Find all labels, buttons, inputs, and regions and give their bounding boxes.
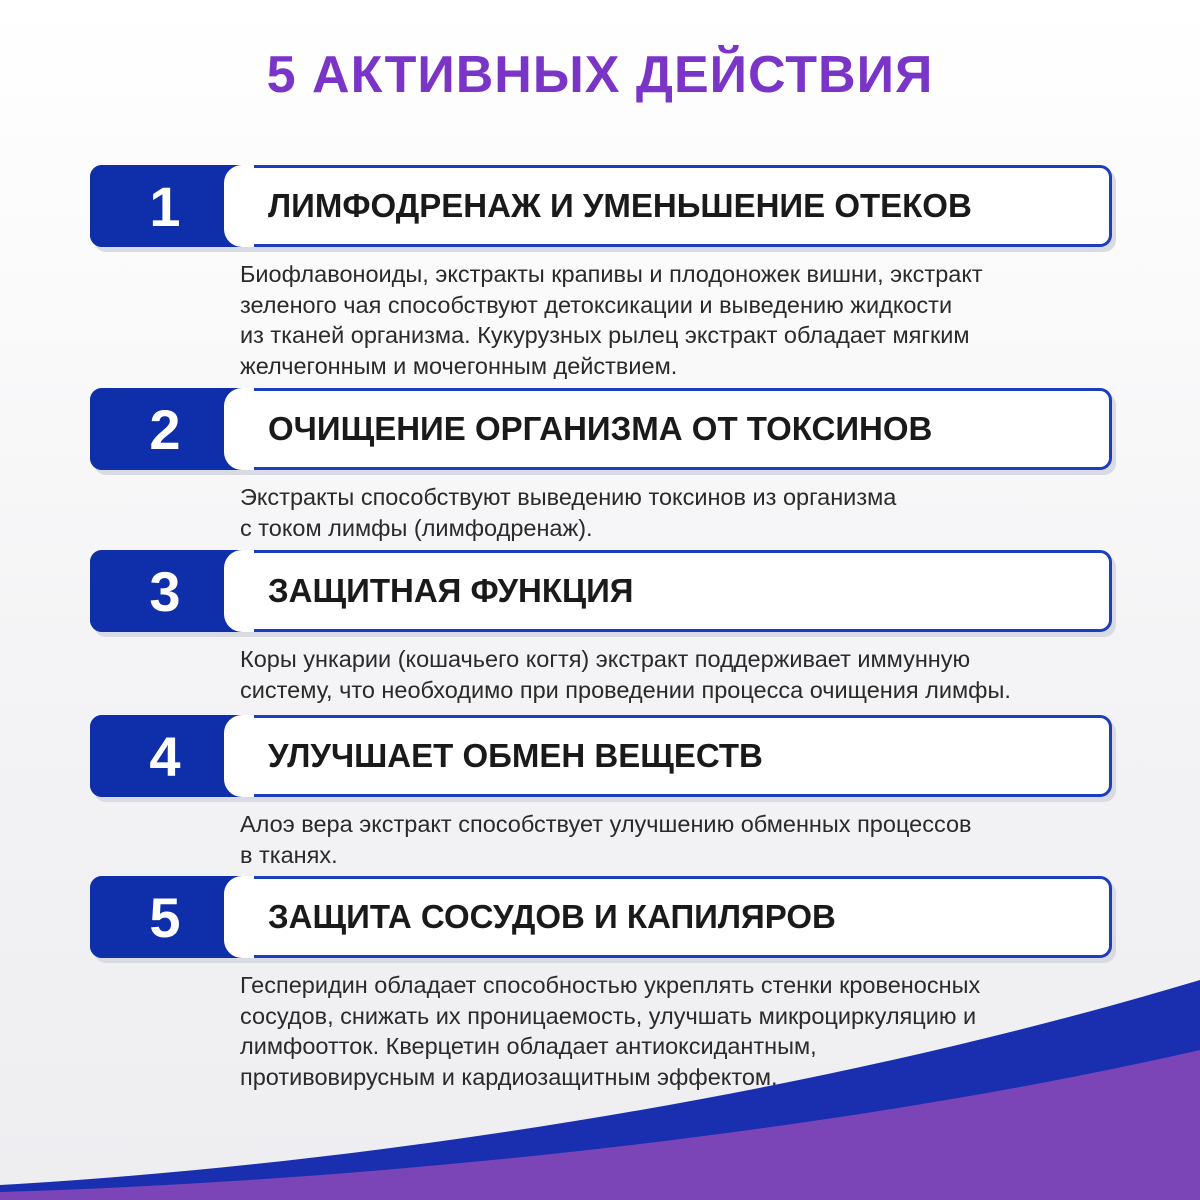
section-heading: УЛУЧШАЕТ ОБМЕН ВЕЩЕСТВ [268,737,763,774]
section-heading: ЛИМФОДРЕНАЖ И УМЕНЬШЕНИЕ ОТЕКОВ [268,187,972,224]
bottom-wave-decoration [0,980,1200,1200]
section-heading: ОЧИЩЕНИЕ ОРГАНИЗМА ОТ ТОКСИНОВ [268,410,933,447]
page-title: 5 АКТИВНЫХ ДЕЙСТВИЯ [266,46,934,104]
number-badge [90,388,240,470]
number-badge [90,550,240,632]
section-description: Коры ункарии (кошачьего когтя) экстракт поддерживает иммунную систему, что необходимо при проведении процесса очищения лимфы. [240,646,1011,703]
section-header [90,388,1110,470]
number-label: 2 [149,397,181,461]
section-header [90,876,1110,958]
number-badge [90,715,240,797]
section-heading: ЗАЩИТА СОСУДОВ И КАПИЛЯРОВ [268,898,836,935]
section-description: Алоэ вера экстракт способствует улучшению обменных процессов в тканях. [240,811,972,868]
section-header [90,165,1110,247]
section-description: Гесперидин обладает способностью укреплять стенки кровеносных сосудов, снижать их проницаемость, улучшать микроциркуляцию и лимфоотток. Кверцетин обладает антиоксидантным, противовирусным и кардиозащитным эффектом. [240,972,981,1090]
number-badge [90,876,240,958]
number-badge [90,165,240,247]
number-label: 3 [149,559,181,623]
section-3 [90,550,1120,705]
section-4 [90,715,1120,870]
number-label: 5 [149,885,181,949]
section-1 [90,165,1120,381]
section-description: Биофлавоноиды, экстракты крапивы и плодоножек вишни, экстракт зеленого чая способствуют детоксикации и выведению жидкости из тканей организма. Кукурузных рылец экстракт обладает мягким желчегонным и мочегонным действием. [240,261,983,379]
section-header [90,550,1110,632]
section-2 [90,388,1120,543]
number-label: 4 [149,724,181,788]
section-header [90,715,1110,797]
number-label: 1 [149,174,181,238]
section-heading: ЗАЩИТНАЯ ФУНКЦИЯ [268,572,634,609]
section-description: Экстракты способствуют выведению токсинов из организма с током лимфы (лимфодренаж). [240,484,897,541]
